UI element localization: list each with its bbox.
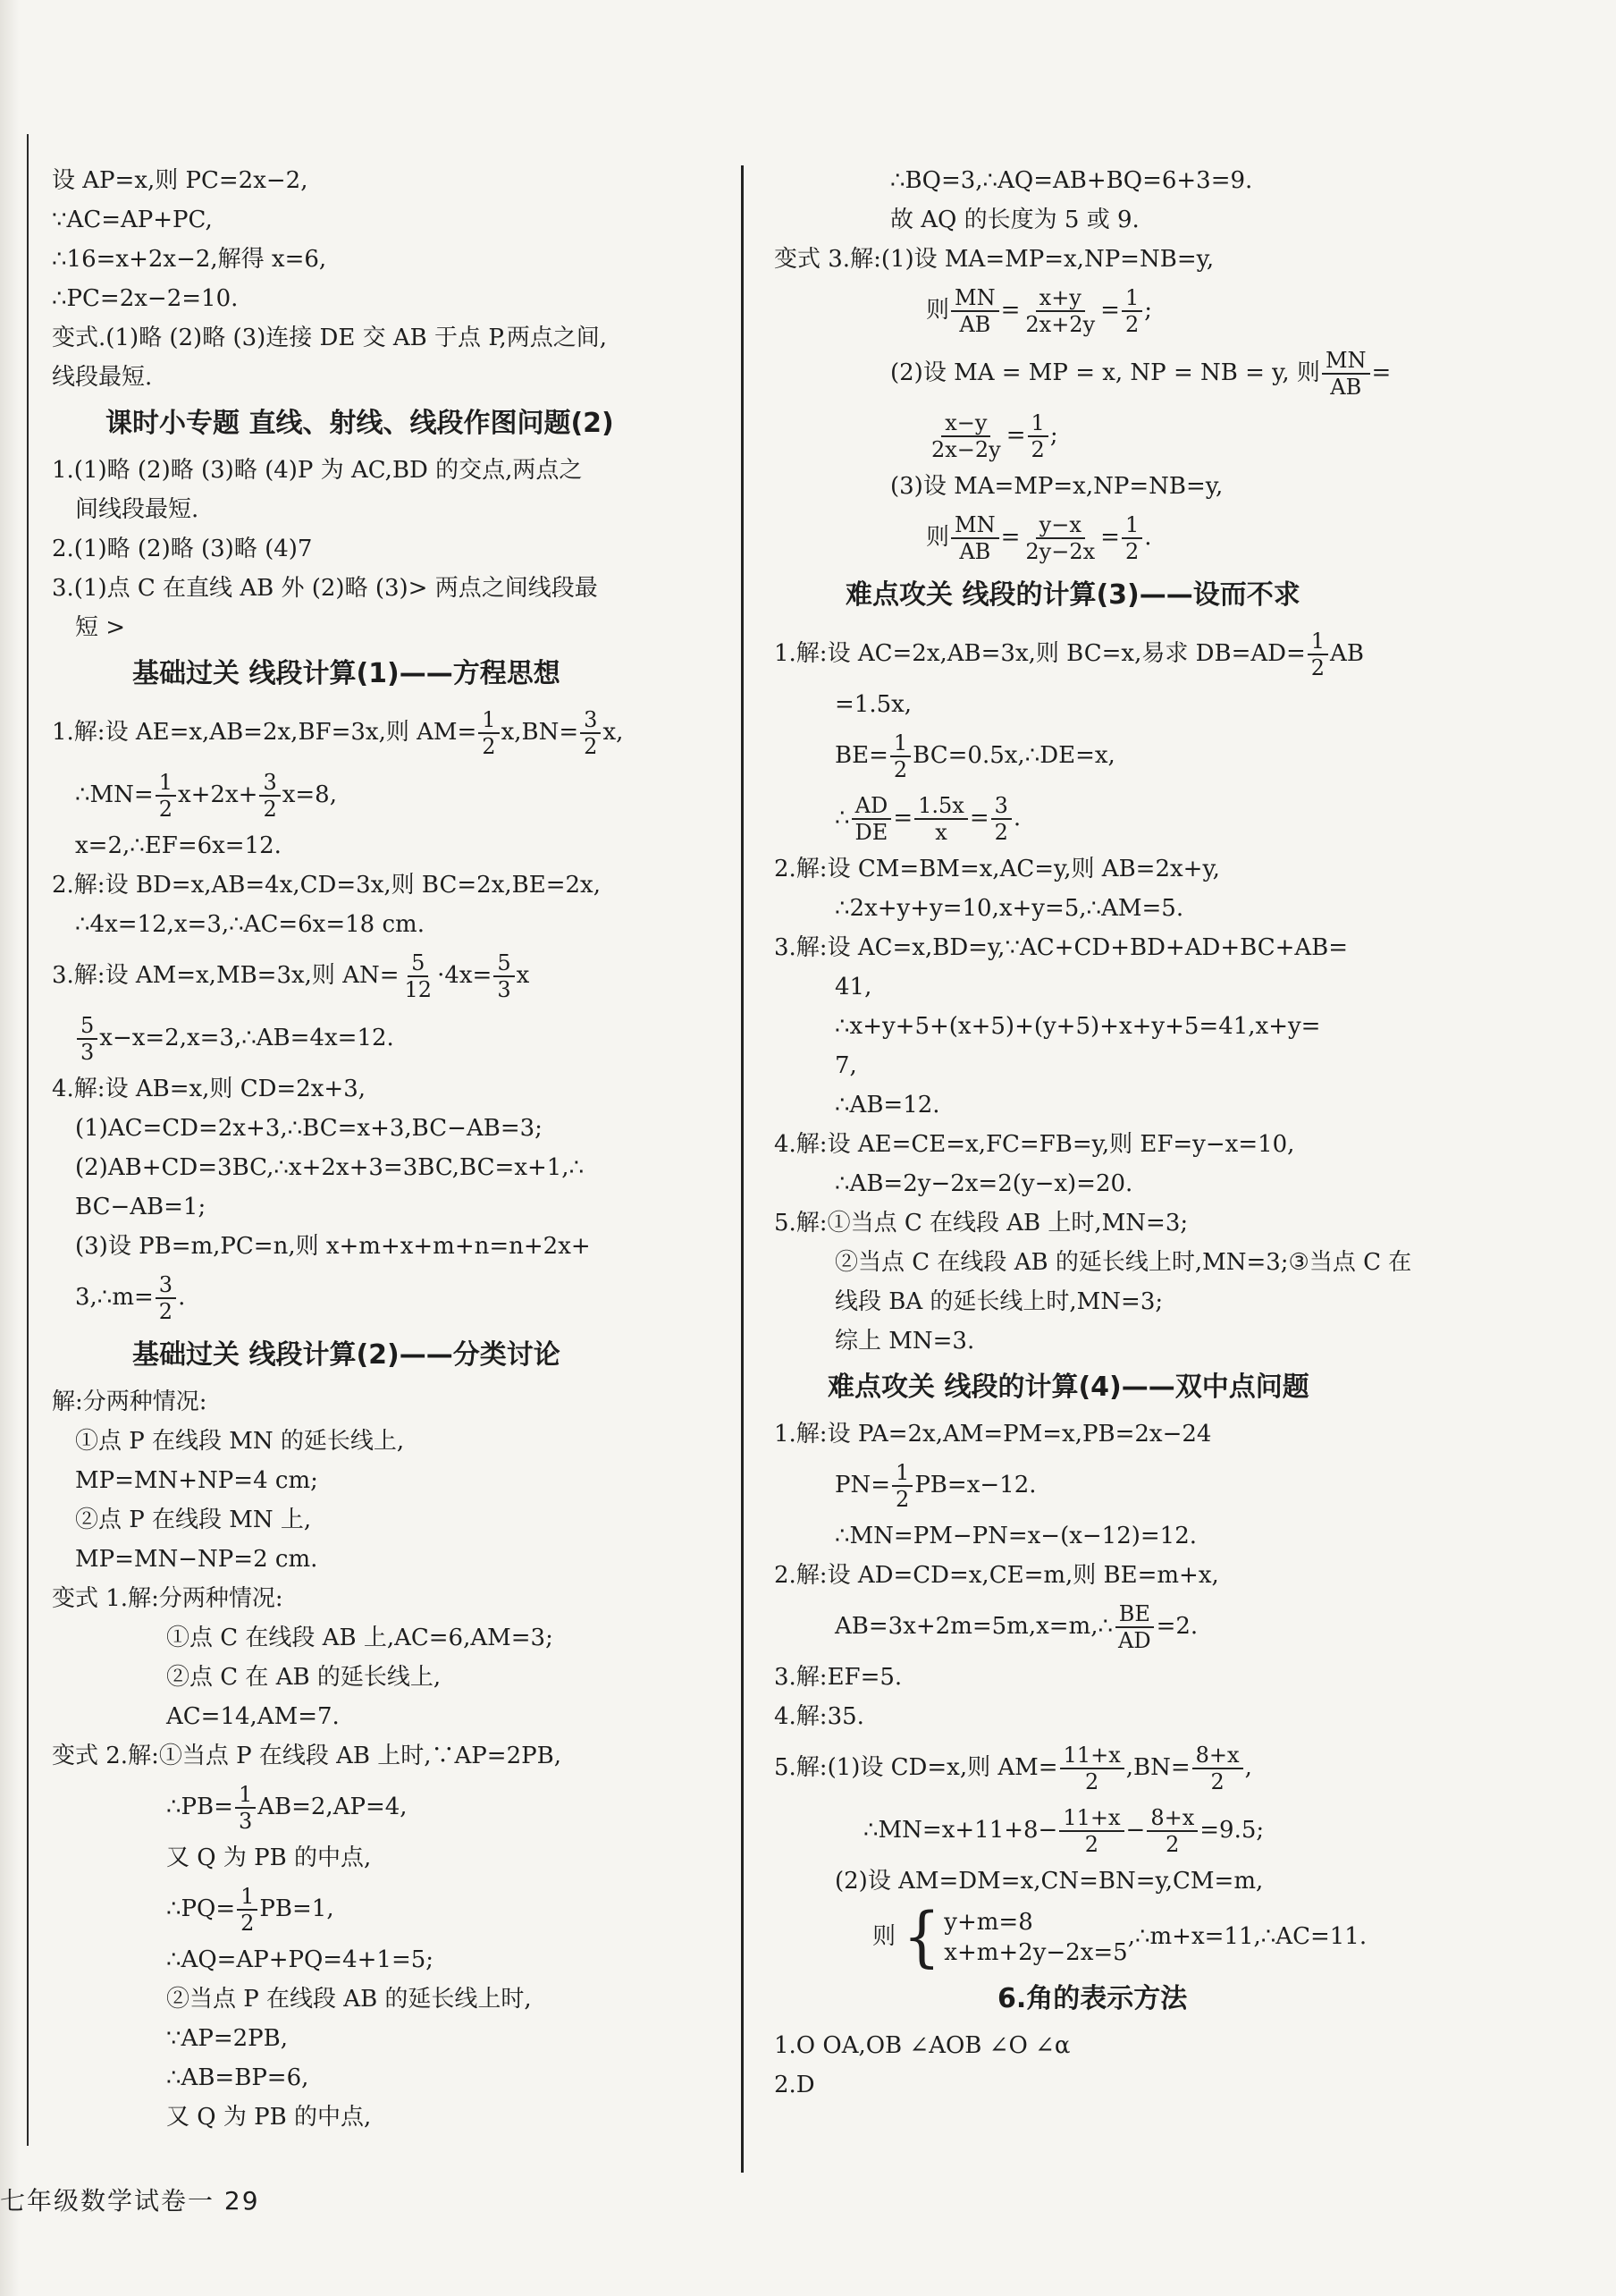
numerator: 11+x bbox=[1060, 1743, 1124, 1769]
text-line: ∴PC=2x−2=10. bbox=[52, 285, 239, 312]
text-line: x=2,∴EF=6x=12. bbox=[75, 832, 282, 859]
fraction bbox=[1115, 1601, 1155, 1653]
text-line bbox=[774, 1736, 1552, 1799]
text-span: x,BN= bbox=[501, 719, 579, 746]
text-line: MP=MN−NP=2 cm. bbox=[75, 1546, 318, 1573]
text-line: ∵AC=AP+PC, bbox=[52, 207, 213, 233]
text-line: MP=MN+NP=4 cm; bbox=[75, 1467, 318, 1494]
text-line: 1.O OA,OB ∠AOB ∠O ∠α bbox=[774, 2032, 1071, 2059]
numerator: x+y bbox=[1036, 285, 1085, 312]
fraction bbox=[951, 285, 999, 337]
text-line bbox=[52, 1776, 722, 1838]
fraction bbox=[1308, 629, 1328, 680]
text-line: 5.解:①当点 C 在线段 AB 上时,MN=3; bbox=[774, 1210, 1189, 1237]
numerator: MN bbox=[951, 512, 999, 539]
text-span: ∴ bbox=[835, 805, 850, 831]
text-span: x+2x+ bbox=[177, 781, 258, 808]
text-line: 设 AP=x,则 PC=2x−2, bbox=[52, 167, 308, 194]
numerator: 8+x bbox=[1192, 1743, 1243, 1769]
text-span: − bbox=[1125, 1817, 1146, 1844]
text-span: ·4x= bbox=[437, 962, 492, 989]
text-line: ∴16=x+2x−2,解得 x=6, bbox=[52, 246, 327, 273]
text-span: ,BN= bbox=[1125, 1754, 1191, 1781]
text-line: 变式.(1)略 (2)略 (3)连接 DE 交 AB 于点 P,两点之间, bbox=[52, 325, 608, 351]
denominator: 2 bbox=[1210, 1769, 1225, 1794]
fraction bbox=[951, 512, 999, 564]
text-span: BC=0.5x,∴DE=x, bbox=[913, 742, 1115, 769]
text-span: , bbox=[1244, 1754, 1252, 1781]
fraction bbox=[237, 1884, 257, 1936]
text-line: 2.解:设 AD=CD=x,CE=m,则 BE=m+x, bbox=[774, 1562, 1219, 1589]
text-line: ∴ $\frac{AD}{DE}$ = $\frac{1.5x}{x}$ = $\frac{3}{2}$ . bbox=[835, 793, 1022, 845]
numerator: 3 bbox=[156, 1272, 176, 1299]
fraction bbox=[892, 1460, 913, 1512]
denominator: 2 bbox=[1084, 1832, 1099, 1857]
text-line: ②点 C 在 AB 的延长线上, bbox=[166, 1664, 442, 1691]
text-span: ∴MN=x+11+8− bbox=[863, 1817, 1058, 1844]
text-line: 解:分两种情况: bbox=[52, 1389, 207, 1415]
text-line: ②当点 C 在线段 AB 的延长线上时,MN=3;③当点 C 在 bbox=[835, 1249, 1412, 1276]
text-line: 1.(1)略 (2)略 (3)略 (4)P 为 AC,BD 的交点,两点之 bbox=[52, 457, 583, 484]
numerator: AD bbox=[852, 793, 892, 820]
text-line: ①点 C 在线段 AB 上,AC=6,AM=3; bbox=[166, 1625, 553, 1651]
fraction bbox=[1060, 1743, 1124, 1794]
text-line bbox=[774, 1595, 1552, 1658]
fraction bbox=[991, 793, 1012, 845]
text-line: 变式 1.解:分两种情况: bbox=[52, 1585, 283, 1612]
denominator: 2 bbox=[1124, 312, 1140, 337]
text-line: 2.解:设 CM=BM=x,AC=y,则 AB=2x+y, bbox=[774, 856, 1220, 882]
fraction bbox=[890, 730, 911, 782]
numerator: MN bbox=[951, 285, 999, 312]
text-line: ∴AB=12. bbox=[835, 1092, 940, 1118]
numerator: 3 bbox=[580, 707, 601, 734]
text-line: 又 Q 为 PB 的中点, bbox=[166, 2104, 372, 2131]
denominator: 12 bbox=[404, 977, 433, 1002]
fraction bbox=[1122, 512, 1142, 564]
fraction bbox=[493, 950, 514, 1002]
text-line bbox=[52, 944, 722, 1007]
text-line: ∴AB=BP=6, bbox=[166, 2064, 309, 2091]
text-span: x bbox=[516, 962, 530, 989]
fraction bbox=[852, 793, 892, 845]
text-line: (3)设 PB=m,PC=n,则 x+m+x+m+n=n+2x+ bbox=[75, 1233, 591, 1260]
text-span: (2)设 MA = MP = x, NP = NB = y, 则 bbox=[890, 359, 1320, 386]
text-line: AC=14,AM=7. bbox=[166, 1703, 340, 1730]
text-span: 3.解:设 AM=x,MB=3x,则 AN= bbox=[52, 962, 400, 989]
denominator: AB bbox=[1330, 375, 1362, 400]
text-line bbox=[774, 1899, 1552, 1975]
text-line: 变式 3.解:(1)设 MA=MP=x,NP=NB=y, bbox=[774, 246, 1215, 273]
text-line bbox=[52, 701, 722, 764]
numerator: 5 bbox=[77, 1013, 97, 1040]
text-span: 则 bbox=[926, 297, 950, 324]
text-line: 2.D bbox=[774, 2072, 815, 2098]
fraction bbox=[1122, 285, 1142, 337]
numerator: 5 bbox=[493, 950, 514, 977]
numerator: 1 bbox=[892, 1460, 913, 1487]
margin-rule bbox=[27, 134, 29, 2146]
fraction bbox=[77, 1013, 97, 1065]
left-column bbox=[52, 161, 722, 2137]
denominator: 2 bbox=[240, 1911, 255, 1936]
numerator: y−x bbox=[1036, 512, 1085, 539]
numerator: 1 bbox=[235, 1782, 256, 1809]
text-span: ∴MN= bbox=[75, 781, 154, 808]
text-span: =9.5; bbox=[1199, 1817, 1265, 1844]
column-divider bbox=[741, 165, 744, 2173]
numerator: 1 bbox=[1308, 629, 1328, 655]
text-span: . bbox=[178, 1284, 186, 1311]
text-line: 1.解:设 PA=2x,AM=PM=x,PB=2x−24 bbox=[774, 1421, 1212, 1448]
denominator: 2 bbox=[584, 734, 598, 759]
denominator: AB bbox=[959, 312, 991, 337]
denominator: 2 bbox=[1031, 437, 1045, 462]
fraction bbox=[580, 707, 601, 759]
denominator: 2x−2y bbox=[931, 437, 1001, 462]
text-line bbox=[52, 1007, 722, 1069]
text-line bbox=[774, 342, 1552, 404]
text-line: ∴AQ=AP+PQ=4+1=5; bbox=[166, 1946, 434, 1973]
denominator: 2 bbox=[1085, 1769, 1099, 1794]
equation: x+m+2y−2x=5 bbox=[944, 1939, 1128, 1966]
text-span: AB=3x+2m=5m,x=m,∴ bbox=[835, 1613, 1114, 1640]
fraction bbox=[259, 770, 280, 822]
fraction bbox=[156, 770, 176, 822]
text-line: ②点 P 在线段 MN 上, bbox=[75, 1507, 312, 1533]
right-column bbox=[774, 161, 1552, 2105]
text-line: (3)设 MA=MP=x,NP=NB=y, bbox=[890, 473, 1224, 500]
denominator: 2 bbox=[158, 1299, 173, 1324]
text-line: 3.(1)点 C 在直线 AB 外 (2)略 (3)> 两点之间线段最 bbox=[52, 575, 598, 602]
denominator: 2 bbox=[158, 797, 173, 822]
text-line: (1)AC=CD=2x+3,∴BC=x+3,BC−AB=3; bbox=[75, 1115, 543, 1142]
text-line: 故 AQ 的长度为 5 或 9. bbox=[890, 207, 1140, 233]
text-line: ∴BQ=3,∴AQ=AB+BQ=6+3=9. bbox=[890, 167, 1253, 194]
text-line: 3.解:EF=5. bbox=[774, 1664, 903, 1691]
denominator: 2 bbox=[893, 757, 908, 782]
numerator: 8+x bbox=[1147, 1805, 1198, 1832]
text-line: $\frac{x-y}{2x-2y}$ = $\frac{1}{2}$ ; bbox=[774, 404, 1552, 467]
denominator: 2 bbox=[896, 1487, 910, 1512]
equation-system bbox=[903, 1899, 1128, 1975]
text-line: 2.(1)略 (2)略 (3)略 (4)7 bbox=[52, 536, 313, 562]
text-span: = bbox=[1371, 359, 1392, 386]
text-line: 变式 2.解:①当点 P 在线段 AB 上时,∵AP=2PB, bbox=[52, 1743, 561, 1769]
text-line: (2)设 AM=DM=x,CN=BN=y,CM=m, bbox=[835, 1868, 1264, 1895]
text-span: 5.解:(1)设 CD=x,则 AM= bbox=[774, 1754, 1058, 1781]
text-span: ∴PB= bbox=[166, 1794, 233, 1820]
section-heading: 基础过关 线段计算(2)——分类讨论 bbox=[132, 1339, 560, 1371]
fraction bbox=[401, 950, 436, 1002]
denominator: 2 bbox=[1166, 1832, 1180, 1857]
text-span: AB=2,AP=4, bbox=[257, 1794, 408, 1820]
fraction bbox=[1059, 1805, 1124, 1857]
text-span: 3,∴m= bbox=[75, 1284, 154, 1311]
text-line bbox=[52, 764, 722, 826]
numerator: 11+x bbox=[1059, 1805, 1124, 1832]
text-line: 4.解:设 AB=x,则 CD=2x+3, bbox=[52, 1076, 366, 1102]
denominator: 3 bbox=[80, 1040, 95, 1065]
numerator: 1 bbox=[1028, 410, 1048, 437]
text-span: PB=1, bbox=[259, 1895, 334, 1922]
text-span: AB bbox=[1330, 640, 1364, 667]
text-span: x=8, bbox=[282, 781, 337, 808]
brace: { bbox=[903, 1899, 941, 1975]
denominator: x bbox=[935, 820, 947, 845]
text-line: (2)AB+CD=3BC,∴x+2x+3=3BC,BC=x+1,∴ bbox=[75, 1154, 585, 1181]
numerator: 3 bbox=[991, 793, 1012, 820]
text-line: BC−AB=1; bbox=[75, 1194, 206, 1220]
section-heading: 基础过关 线段计算(1)——方程思想 bbox=[132, 658, 560, 689]
text-span: x, bbox=[602, 719, 624, 746]
text-line bbox=[774, 724, 1552, 787]
denominator: 2 bbox=[1310, 655, 1326, 680]
numerator: 1 bbox=[1122, 512, 1142, 539]
text-span: ,∴m+x=11,∴AC=11. bbox=[1127, 1923, 1368, 1950]
text-span: PN= bbox=[835, 1472, 891, 1498]
denominator: 2 bbox=[994, 820, 1008, 845]
fraction bbox=[156, 1272, 176, 1324]
text-line: 4.解:设 AE=CE=x,FC=FB=y,则 EF=y−x=10, bbox=[774, 1131, 1295, 1158]
text-line: ∴MN=PM−PN=x−(x−12)=12. bbox=[835, 1523, 1198, 1549]
section-heading: 难点攻关 线段的计算(3)——设而不求 bbox=[846, 579, 1300, 611]
numerator: 5 bbox=[408, 950, 428, 977]
text-span: x−x=2,x=3,∴AB=4x=12. bbox=[99, 1025, 394, 1051]
text-line bbox=[774, 622, 1552, 685]
denominator: 3 bbox=[497, 977, 511, 1002]
text-line: 综上 MN=3. bbox=[835, 1328, 975, 1355]
text-line: 7, bbox=[835, 1052, 857, 1079]
fraction bbox=[1028, 410, 1048, 462]
text-line: 2.解:设 BD=x,AB=4x,CD=3x,则 BC=2x,BE=2x, bbox=[52, 872, 601, 899]
text-line: ②当点 P 在线段 AB 的延长线上时, bbox=[166, 1986, 532, 2013]
text-span: BE= bbox=[835, 742, 888, 769]
denominator: 2 bbox=[482, 734, 496, 759]
text-line: ∴4x=12,x=3,∴AC=6x=18 cm. bbox=[75, 911, 425, 938]
fraction bbox=[478, 707, 499, 759]
denominator: 2 bbox=[1124, 539, 1140, 564]
numerator: 3 bbox=[259, 770, 280, 797]
denominator: AB bbox=[959, 539, 991, 564]
text-span: 则 bbox=[872, 1923, 896, 1950]
numerator: 1 bbox=[156, 770, 176, 797]
fraction bbox=[1147, 1805, 1198, 1857]
text-span: =2. bbox=[1156, 1613, 1199, 1640]
fraction bbox=[1192, 1743, 1243, 1794]
text-span: 则 bbox=[926, 524, 950, 551]
text-line: 线段 BA 的延长线上时,MN=3; bbox=[835, 1288, 1164, 1315]
numerator: BE bbox=[1115, 1601, 1154, 1628]
section-heading: 难点攻关 线段的计算(4)——双中点问题 bbox=[828, 1372, 1309, 1403]
fraction bbox=[235, 1782, 256, 1834]
numerator: x−y bbox=[941, 410, 990, 437]
text-line: 则 $\frac{MN}{AB}$ = $\frac{x+y}{2x+2y}$ = $\frac{1}{2}$ ; bbox=[926, 285, 1152, 337]
text-line: ∴2x+y+y=10,x+y=5,∴AM=5. bbox=[835, 895, 1184, 922]
text-line: 41, bbox=[835, 974, 872, 1000]
text-line bbox=[52, 1266, 722, 1329]
numerator: 1.5x bbox=[914, 793, 968, 820]
text-span: PB=x−12. bbox=[914, 1472, 1037, 1498]
text-line: 4.解:35. bbox=[774, 1703, 864, 1730]
page-footer: 七年级数学试卷一 29 bbox=[0, 2186, 260, 2216]
numerator: 1 bbox=[478, 707, 499, 734]
numerator: 1 bbox=[1122, 285, 1142, 312]
text-span: 1.解:设 AC=2x,AB=3x,则 BC=x,易求 DB=AD= bbox=[774, 640, 1306, 667]
text-line: =1.5x, bbox=[835, 691, 913, 718]
denominator: 2 bbox=[263, 797, 277, 822]
numerator: MN bbox=[1322, 348, 1370, 375]
text-line: 则 $\frac{MN}{AB}$ = $\frac{y-x}{2y-2x}$ = $\frac{1}{2}$ . bbox=[926, 512, 1152, 564]
text-line: ∴AB=2y−2x=2(y−x)=20. bbox=[835, 1170, 1133, 1197]
denominator: 3 bbox=[238, 1809, 253, 1834]
denominator: 2y−2x bbox=[1025, 539, 1096, 564]
text-line: ①点 P 在线段 MN 的延长线上, bbox=[75, 1428, 405, 1455]
text-line: 又 Q 为 PB 的中点, bbox=[166, 1844, 372, 1871]
denominator: AD bbox=[1118, 1628, 1151, 1653]
section-heading: 6.角的表示方法 bbox=[997, 1983, 1188, 2014]
fraction bbox=[1322, 348, 1370, 400]
text-span: ∴PQ= bbox=[166, 1895, 236, 1922]
section-heading: 课时小专题 直线、射线、线段作图问题(2) bbox=[105, 408, 614, 439]
binding-shadow bbox=[0, 0, 20, 2296]
text-line: 线段最短. bbox=[52, 364, 153, 391]
numerator: 1 bbox=[237, 1884, 257, 1911]
equation: y+m=8 bbox=[944, 1909, 1033, 1936]
text-line: 3.解:设 AC=x,BD=y,∵AC+CD+BD+AD+BC+AB= bbox=[774, 934, 1349, 961]
text-span: 1.解:设 AE=x,AB=2x,BF=3x,则 AM= bbox=[52, 719, 477, 746]
text-line bbox=[774, 1454, 1552, 1516]
text-line bbox=[52, 1878, 722, 1940]
fraction bbox=[1022, 512, 1098, 564]
denominator: 2x+2y bbox=[1025, 312, 1096, 337]
text-line bbox=[774, 1799, 1552, 1861]
numerator: 1 bbox=[890, 730, 911, 757]
text-line: 短 > bbox=[75, 614, 126, 641]
text-line: ∴x+y+5+(x+5)+(y+5)+x+y+5=41,x+y= bbox=[835, 1013, 1321, 1040]
text-line: ∵AP=2PB, bbox=[166, 2025, 289, 2052]
fraction bbox=[1022, 285, 1098, 337]
text-span: ; bbox=[1049, 422, 1058, 449]
fraction bbox=[928, 410, 1005, 462]
text-line: 间线段最短. bbox=[75, 496, 199, 523]
denominator: DE bbox=[854, 820, 888, 845]
fraction bbox=[914, 793, 968, 845]
